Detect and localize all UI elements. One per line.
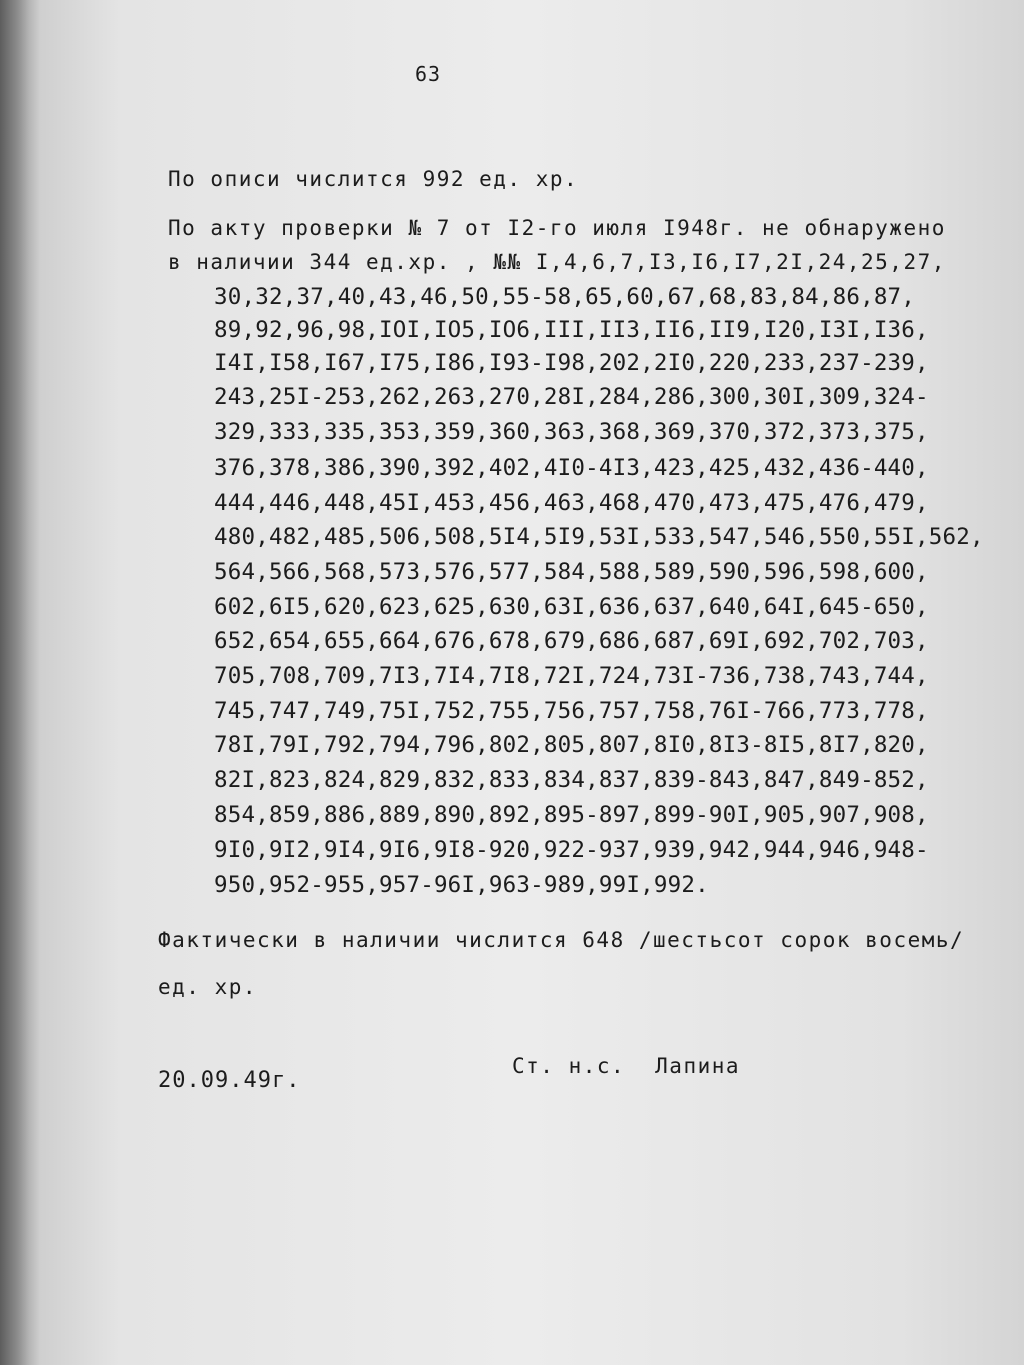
signer-title: Ст. н.с. — [512, 1054, 626, 1078]
missing-numbers-line: 444,446,448,45I,453,456,463,468,470,473,475,476,479, — [214, 490, 929, 516]
actual-count-line-2: ед. хр. — [158, 975, 258, 999]
missing-numbers-line: 89,92,96,98,IOI,IO5,IO6,III,II3,II6,II9,I20,I3I,I36, — [214, 317, 929, 343]
missing-numbers-line: 602,6I5,620,623,625,630,63I,636,637,640,64I,645-650, — [214, 594, 929, 620]
missing-numbers-line: 376,378,386,390,392,402,4I0-4I3,423,425,432,436-440, — [214, 455, 929, 481]
missing-numbers-line: 950,952-955,957-96I,963-989,99I,992. — [214, 872, 709, 898]
missing-numbers-line: 329,333,335,353,359,360,363,368,369,370,372,373,375, — [214, 419, 929, 445]
missing-numbers-line: I4I,I58,I67,I75,I86,I93-I98,202,2I0,220,233,237-239, — [214, 350, 929, 376]
act-line-2: в наличии 344 ед.хр. , №№ I,4,6,7,I3,I6,I7,2I,24,25,27, — [168, 250, 946, 274]
missing-numbers-line: 564,566,568,573,576,577,584,588,589,590,596,598,600, — [214, 559, 929, 585]
missing-numbers-line: 745,747,749,75I,752,755,756,757,758,76I-766,773,778, — [214, 698, 929, 724]
actual-count-line-1: Фактически в наличии числится 648 /шестьсот сорок восемь/ — [158, 928, 965, 952]
missing-numbers-line: 30,32,37,40,43,46,50,55-58,65,60,67,68,83,84,86,87, — [214, 284, 916, 310]
missing-numbers-line: 480,482,485,506,508,5I4,5I9,53I,533,547,546,550,55I,562, — [214, 524, 984, 550]
missing-numbers-line: 652,654,655,664,676,678,679,686,687,69I,692,702,703, — [214, 628, 929, 654]
missing-numbers-line: 9I0,9I2,9I4,9I6,9I8-920,922-937,939,942,944,946,948- — [214, 837, 929, 863]
missing-numbers-line: 78I,79I,792,794,796,802,805,807,8I0,8I3-8I5,8I7,820, — [214, 732, 929, 758]
signer-name: Лапина — [655, 1054, 741, 1078]
missing-numbers-line: 82I,823,824,829,832,833,834,837,839-843,847,849-852, — [214, 767, 929, 793]
page-number: 63 — [415, 62, 442, 86]
act-line-1: По акту проверки № 7 от I2-го июля I948г. не обнаружено — [168, 216, 946, 240]
missing-numbers-line: 243,25I-253,262,263,270,28I,284,286,300,30I,309,324- — [214, 384, 929, 410]
document-date: 20.09.49г. — [158, 1068, 301, 1093]
missing-numbers-line: 854,859,886,889,890,892,895-897,899-90I,905,907,908, — [214, 802, 929, 828]
signature-block — [512, 1054, 740, 1078]
missing-numbers-line: 705,708,709,7I3,7I4,7I8,72I,724,73I-736,738,743,744, — [214, 663, 929, 689]
binding-margin — [0, 0, 30, 1365]
inventory-count-line: По описи числится 992 ед. хр. — [168, 167, 579, 191]
document-page — [30, 0, 1024, 1365]
